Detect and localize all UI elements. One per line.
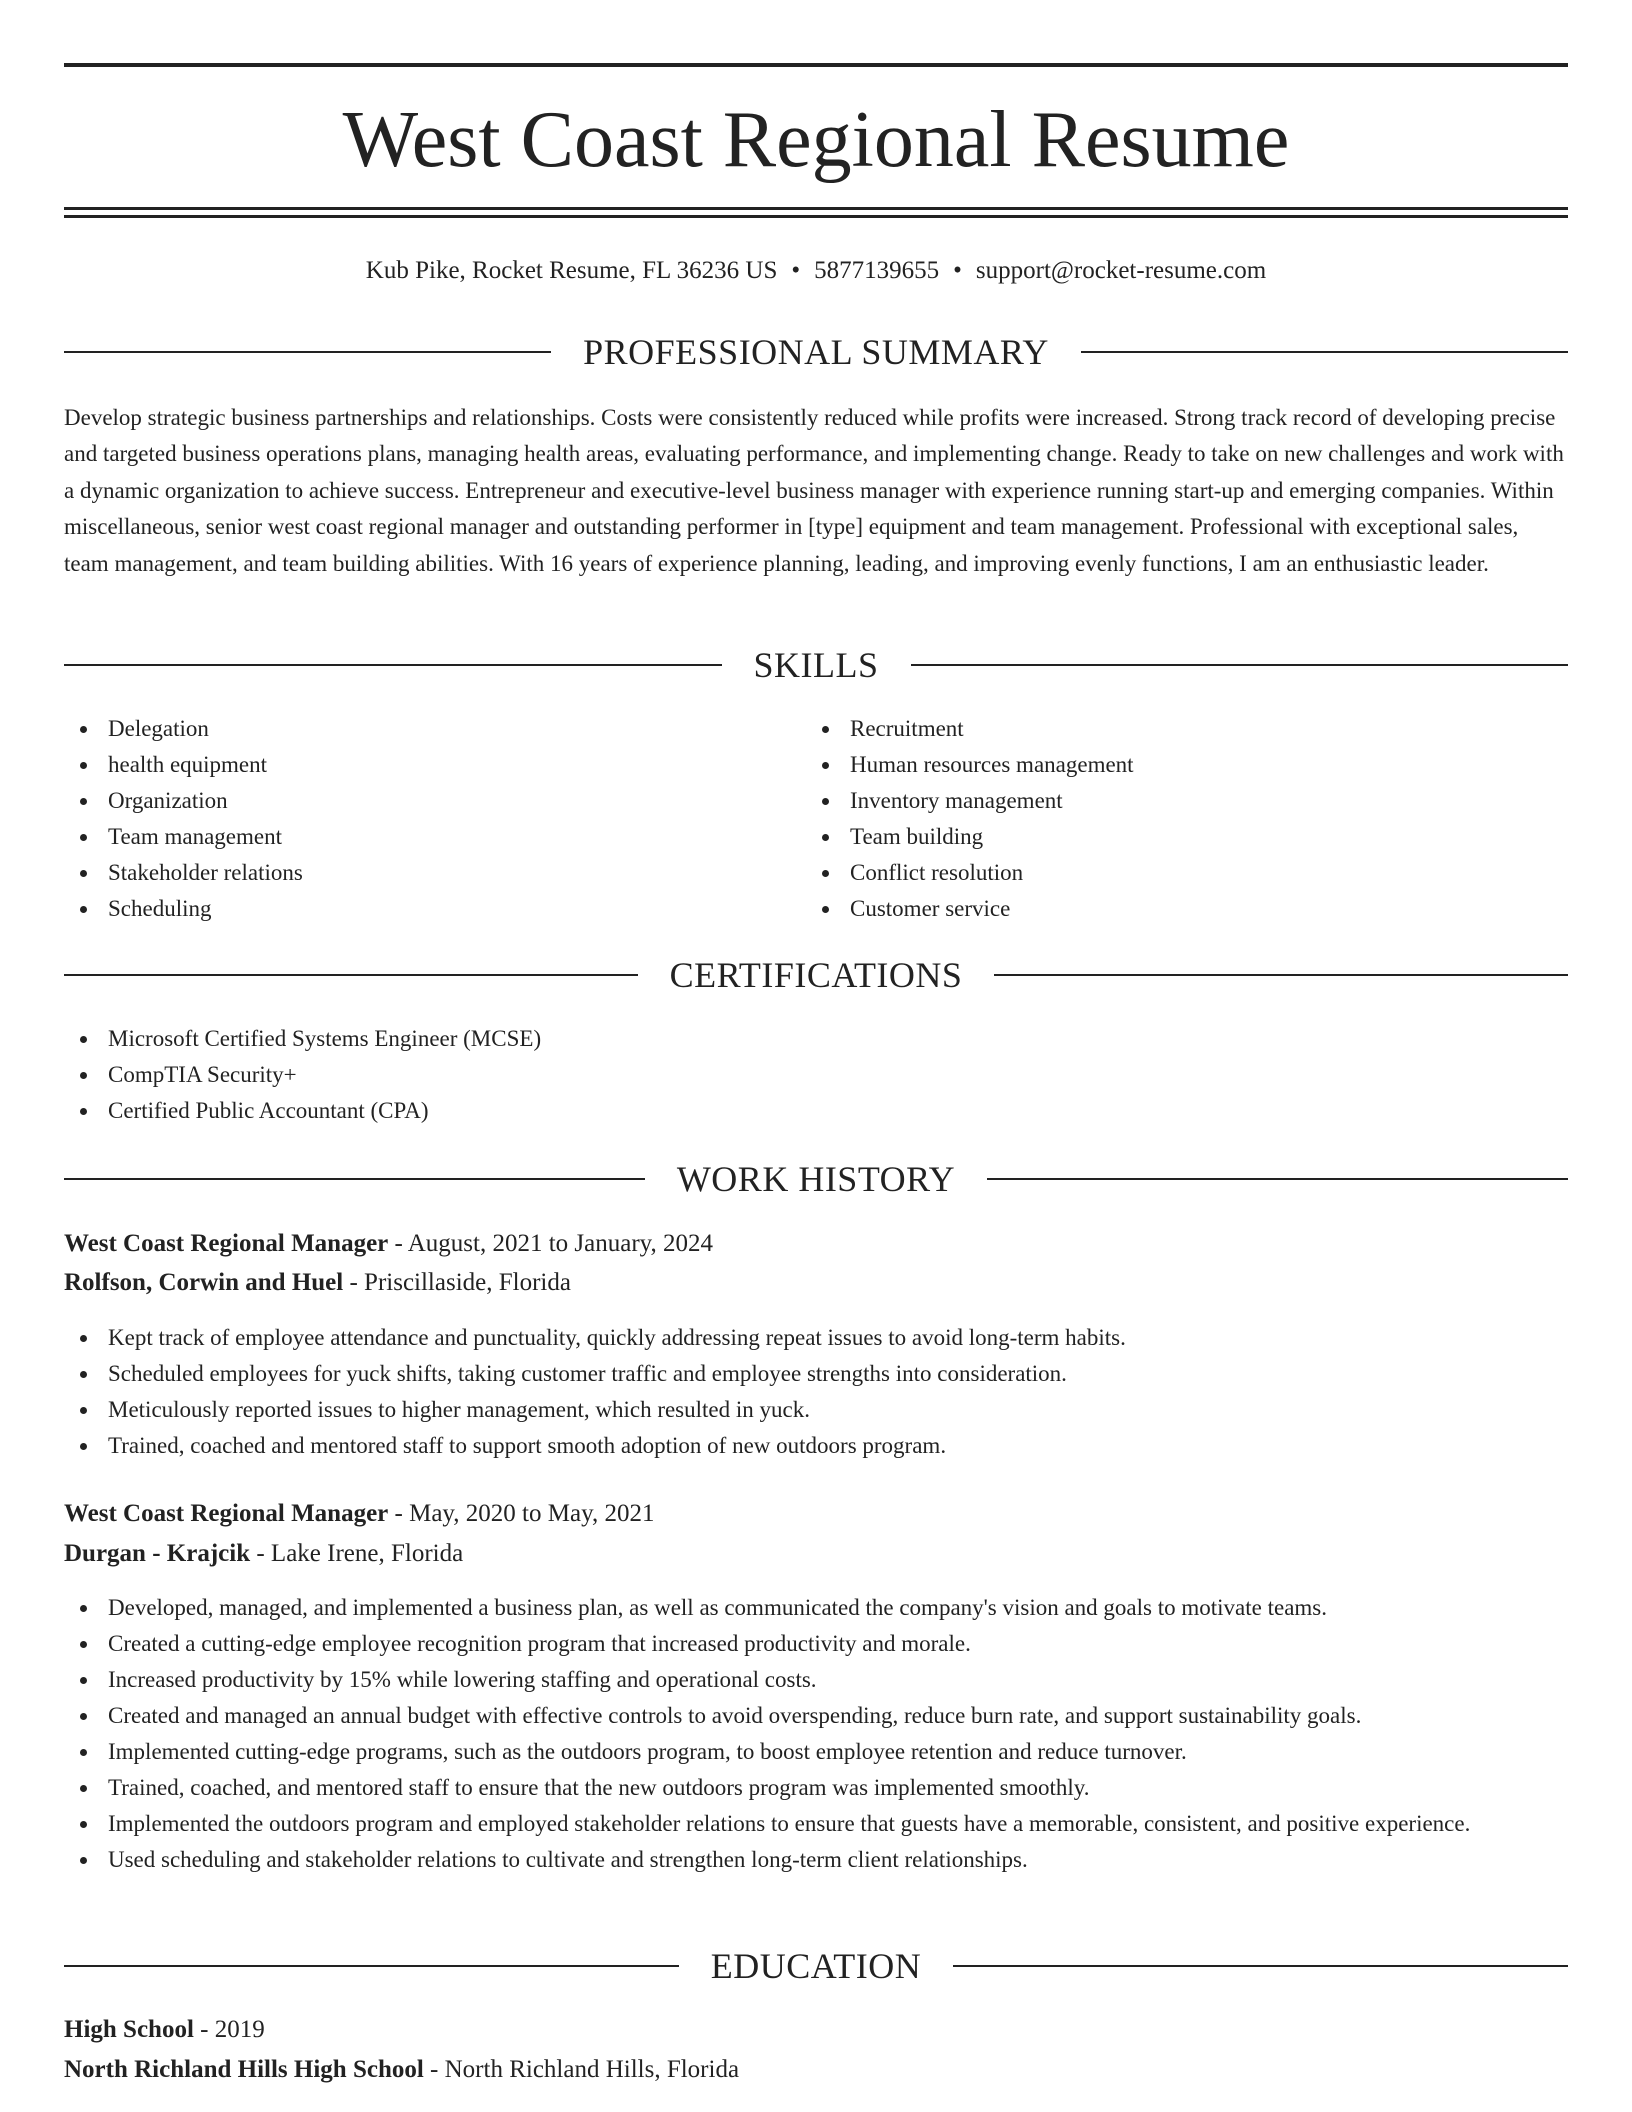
certifications-list — [64, 1021, 1568, 1129]
job-bullet: Created a cutting-edge employee recognition program that increased productivity and morale. — [64, 1626, 1568, 1662]
contact-email: support@rocket-resume.com — [975, 257, 1267, 284]
job-dates: - August, 2021 to January, 2024 — [388, 1230, 714, 1257]
job-company: Durgan - Krajcik — [64, 1540, 251, 1567]
heading-rule — [64, 1965, 679, 1967]
job-bullet: Meticulously reported issues to higher management, which resulted in yuck. — [64, 1392, 1568, 1428]
skill-item: Stakeholder relations — [64, 855, 744, 891]
skill-item: Organization — [64, 783, 744, 819]
skill-item: Recruitment — [806, 711, 1506, 747]
section-heading-certifications — [64, 953, 1568, 997]
job-bullet: Implemented cutting-edge programs, such as the outdoors program, to boost employee retention and reduce turnover. — [64, 1734, 1568, 1770]
skill-item: Delegation — [64, 711, 744, 747]
section-title: PROFESSIONAL SUMMARY — [583, 332, 1049, 372]
heading-rule — [64, 1178, 645, 1180]
title-rule — [64, 215, 1568, 218]
job-company-line — [64, 1535, 1568, 1573]
education-degree-line — [64, 2011, 1568, 2049]
job-company-line — [64, 1264, 1568, 1302]
section-heading-education — [64, 1944, 1568, 1988]
skills-list-left — [64, 711, 744, 927]
education-degree: High School — [64, 2016, 194, 2043]
certification-item: CompTIA Security+ — [64, 1057, 1568, 1093]
job-bullet: Used scheduling and stakeholder relations to cultivate and strengthen long-term client relationships. — [64, 1842, 1568, 1878]
job-bullet: Trained, coached and mentored staff to support smooth adoption of new outdoors program. — [64, 1428, 1568, 1464]
heading-rule — [1081, 351, 1568, 353]
certification-item: Certified Public Accountant (CPA) — [64, 1093, 1568, 1129]
skill-item: Human resources management — [806, 747, 1506, 783]
skill-item: Team management — [64, 819, 744, 855]
heading-rule — [64, 974, 638, 976]
job-title-line — [64, 1495, 1568, 1533]
job-dates: - May, 2020 to May, 2021 — [388, 1500, 655, 1527]
skill-item: Team building — [806, 819, 1506, 855]
section-heading-work-history — [64, 1157, 1568, 1201]
job-company: Rolfson, Corwin and Huel — [64, 1269, 344, 1296]
job-bullet: Created and managed an annual budget with effective controls to avoid overspending, reduce burn rate, and support sustainability goals. — [64, 1698, 1568, 1734]
summary-text: Develop strategic business partnerships and relationships. Costs were consistently reduced while profits were increased. Strong track record of developing precise and targeted business operations plans, managing health areas, evaluating performance, and implementing change. Ready to take on new challenges and work with a dynamic organization to achieve success. Entrepreneur and executive-level business manager with experience running start-up and emerging companies. Within miscellaneous, senior west coast regional manager and outstanding performer in [type] equipment and team management. Professional with exceptional sales, team management, and team building abilities. With 16 years of experience planning, leading, and improving evenly functions, I am an enthusiastic leader. — [64, 405, 1564, 576]
job-bullet: Scheduled employees for yuck shifts, taking customer traffic and employee strengths into consideration. — [64, 1356, 1568, 1392]
section-heading-skills — [64, 643, 1568, 687]
contact-phone: 5877139655 — [814, 257, 940, 284]
job-bullet: Increased productivity by 15% while lowering staffing and operational costs. — [64, 1662, 1568, 1698]
contact-line — [64, 255, 1568, 287]
job-bullet: Developed, managed, and implemented a business plan, as well as communicated the company's vision and goals to motivate teams. — [64, 1590, 1568, 1626]
education-year: - 2019 — [193, 2016, 265, 2043]
section-title: CERTIFICATIONS — [669, 955, 963, 995]
job-title: West Coast Regional Manager — [64, 1500, 389, 1527]
section-heading-summary — [64, 330, 1568, 374]
section-title: EDUCATION — [710, 1946, 922, 1986]
contact-separator: • — [953, 257, 962, 284]
job-title-line — [64, 1225, 1568, 1263]
skill-item: Customer service — [806, 891, 1506, 927]
section-title: WORK HISTORY — [676, 1159, 956, 1199]
title-rule — [64, 207, 1568, 210]
certification-item: Microsoft Certified Systems Engineer (MCSE) — [64, 1021, 1568, 1057]
heading-rule — [64, 351, 551, 353]
job-bullets — [64, 1320, 1568, 1464]
job-bullet: Implemented the outdoors program and employed stakeholder relations to ensure that guests have a memorable, consistent, and positive experience. — [64, 1806, 1568, 1842]
skill-item: Scheduling — [64, 891, 744, 927]
document-title: West Coast Regional Resume — [342, 96, 1290, 184]
skill-item: Conflict resolution — [806, 855, 1506, 891]
job-location: - Lake Irene, Florida — [250, 1540, 464, 1567]
top-rule — [64, 63, 1568, 67]
education-location: - North Richland Hills, Florida — [423, 2056, 740, 2083]
skills-list-right — [806, 711, 1506, 927]
heading-rule — [953, 1965, 1568, 1967]
heading-rule — [64, 664, 722, 666]
education-school-line — [64, 2051, 1568, 2089]
job-bullets — [64, 1590, 1568, 1878]
contact-address: Kub Pike, Rocket Resume, FL 36236 US — [365, 257, 778, 284]
job-bullet: Kept track of employee attendance and punctuality, quickly addressing repeat issues to avoid long-term habits. — [64, 1320, 1568, 1356]
skill-item: Inventory management — [806, 783, 1506, 819]
heading-rule — [911, 664, 1569, 666]
contact-separator: • — [791, 257, 801, 284]
job-bullet: Trained, coached, and mentored staff to ensure that the new outdoors program was implemented smoothly. — [64, 1770, 1568, 1806]
heading-rule — [987, 1178, 1568, 1180]
job-title: West Coast Regional Manager — [64, 1230, 389, 1257]
heading-rule — [994, 974, 1568, 976]
education-school: North Richland Hills High School — [64, 2056, 424, 2083]
job-location: - Priscillaside, Florida — [343, 1269, 571, 1296]
section-title: SKILLS — [753, 645, 879, 685]
skill-item: health equipment — [64, 747, 744, 783]
